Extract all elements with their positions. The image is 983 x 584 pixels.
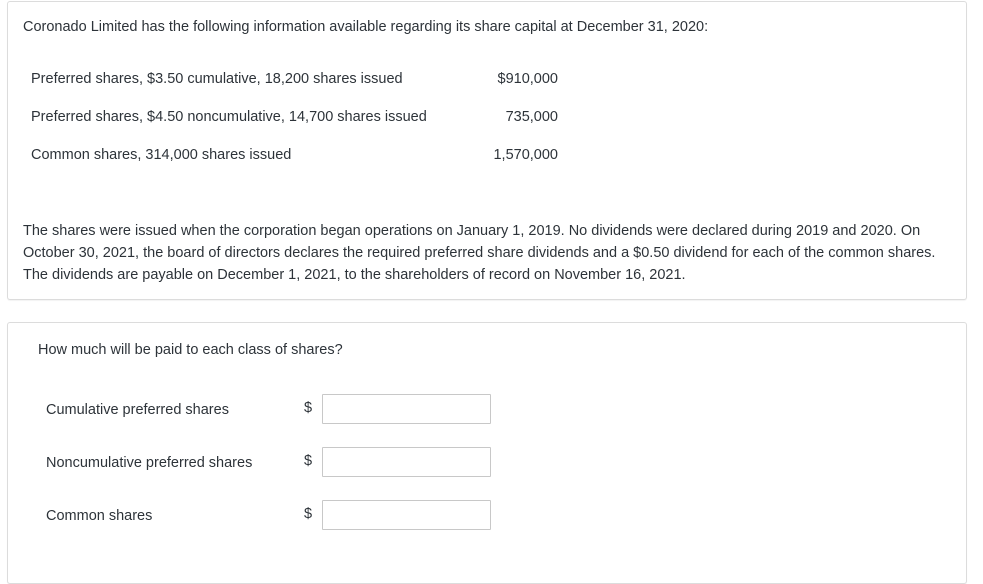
row-label-common: Common shares [46,508,153,524]
noncumulative-preferred-input[interactable] [322,447,491,477]
item-label-common: Common shares, 314,000 shares issued [31,147,292,163]
question-card [7,322,967,584]
item-amount-cumulative: $910,000 [497,71,558,87]
dollar-sign: $ [304,506,313,522]
problem-card [7,1,967,300]
item-label-cumulative: Preferred shares, $3.50 cumulative, 18,200 shares issued [31,71,403,87]
dollar-sign: $ [304,400,313,416]
item-amount-common: 1,570,000 [493,147,558,163]
row-label-cumulative: Cumulative preferred shares [46,402,229,418]
cumulative-preferred-input[interactable] [322,394,491,424]
item-label-noncumulative: Preferred shares, $4.50 noncumulative, 14,700 shares issued [31,109,427,125]
dollar-sign: $ [304,453,313,469]
problem-paragraph: The shares were issued when the corporation began operations on January 1, 2019. No dividends were declared during 2019 and 2020. On October 30, 2021, the board of directors declares the required preferred share dividends and a $0.50 dividend for each of the common shares. The dividends are payable on December 1, 2021, to the shareholders of record on November 16, 2021. [23,223,936,283]
item-amount-noncumulative: 735,000 [505,109,558,125]
question-prompt: How much will be paid to each class of shares? [38,342,343,358]
problem-intro: Coronado Limited has the following information available regarding its share capital at December 31, 2020: [23,19,709,35]
row-label-noncumulative: Noncumulative preferred shares [46,455,253,471]
common-shares-input[interactable] [322,500,491,530]
